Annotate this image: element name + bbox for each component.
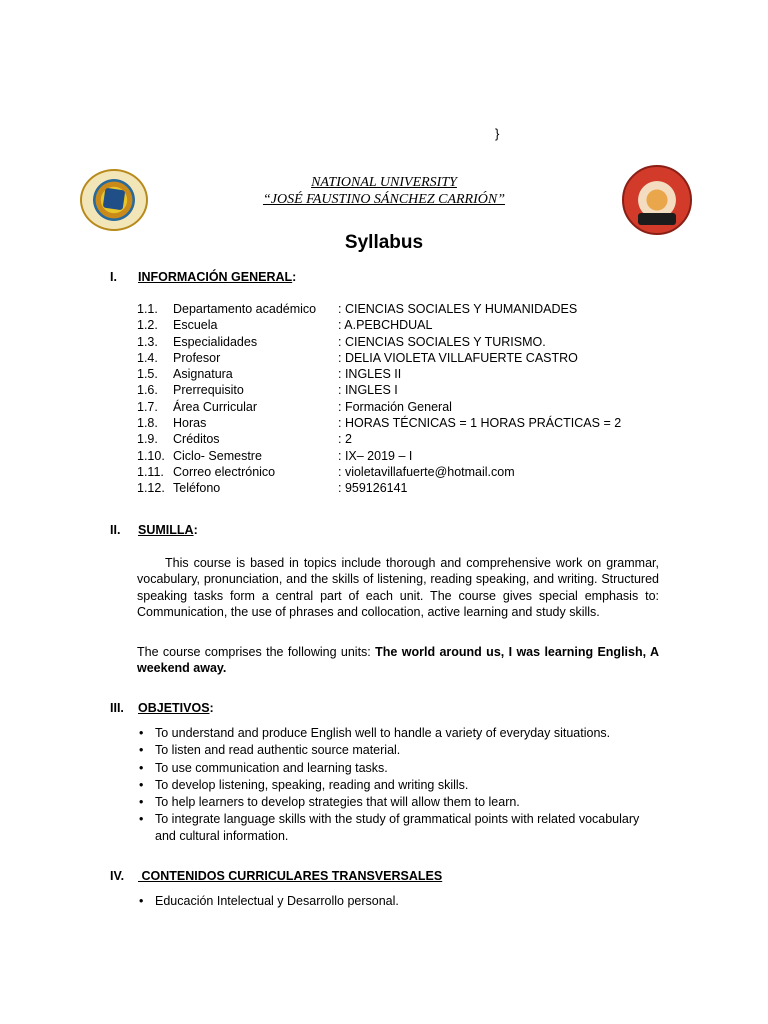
info-row [137, 366, 621, 382]
sumilla-paragraph: This course is based in topics include thorough and comprehensive work on grammar, vocabulary, pronunciation, and the skills of listening, reading speaking, and writing. Structured speaking tasks form a central part of each unit. The course gives special emphasis to: Communication, the use of phrases and collocation, active learning and study skills. [137, 556, 659, 619]
info-value: : INGLES I [338, 383, 398, 398]
content-item: • Educación Intelectual y Desarrollo personal. [139, 894, 399, 908]
info-label: Departamento académico [173, 302, 317, 316]
info-value: : CIENCIAS SOCIALES Y HUMANIDADES [338, 302, 578, 316]
section-number: I. [110, 270, 117, 284]
bullet-icon: • [139, 894, 144, 908]
section-heading-3: III. OBJETIVOS: [110, 701, 214, 715]
objective-item: • To use communication and learning tasks. [139, 760, 388, 775]
info-row [137, 334, 621, 350]
info-number: 1.4. [137, 350, 158, 365]
info-value: : 959126141 [338, 481, 408, 496]
info-row [137, 301, 621, 317]
info-label: Especialidades [173, 334, 258, 349]
section-number: III. [110, 701, 124, 715]
info-value: : Formación General [338, 399, 452, 414]
info-label: Área Curricular [173, 399, 258, 414]
section-number: IV. [110, 869, 125, 883]
info-value: : violetavillafuerte@hotmail.com [338, 464, 515, 479]
objective-item: • To help learners to develop strategies that will allow them to learn. [139, 795, 520, 810]
info-value: : IX– 2019 – I [338, 448, 413, 463]
section-number: II. [110, 523, 121, 537]
info-row [137, 415, 621, 431]
stray-character: } [495, 126, 500, 141]
university-name: NATIONAL UNIVERSITY [311, 175, 457, 190]
info-number: 1.1. [137, 302, 158, 316]
info-label: Créditos [173, 432, 220, 447]
objective-item: • To understand and produce English well to handle a variety of everyday situations. [139, 726, 611, 740]
info-row [137, 431, 621, 447]
info-number: 1.6. [137, 383, 158, 398]
info-value: : CIENCIAS SOCIALES Y TURISMO. [338, 334, 546, 349]
bullet-icon: • [139, 777, 144, 792]
info-label: Correo electrónico [173, 464, 276, 479]
bullet-icon: • [139, 726, 144, 740]
section-title: CONTENIDOS CURRICULARES TRANSVERSALES [138, 869, 443, 883]
info-number: 1.10. [137, 448, 165, 463]
info-value: : DELIA VIOLETA VILLAFUERTE CASTRO [338, 350, 578, 365]
section-heading-4 [110, 869, 442, 883]
bullet-icon: • [139, 760, 144, 775]
info-value: : HORAS TÉCNICAS = 1 HORAS PRÁCTICAS = 2 [338, 416, 622, 431]
general-info-list [137, 301, 621, 497]
info-number: 1.8. [137, 416, 158, 431]
info-row [137, 350, 621, 366]
info-number: 1.11. [137, 464, 164, 479]
info-value: : 2 [338, 432, 352, 447]
units-paragraph: The course comprises the following units: The world around us, I was learning English, A weekend away. [137, 645, 660, 676]
info-row [137, 480, 621, 496]
objective-item: • To integrate language skills with the study of grammatical points with related vocabulary and cultural information. [139, 812, 640, 843]
info-label: Prerrequisito [173, 383, 244, 398]
info-label: Profesor [173, 350, 221, 365]
section-heading-1: I. INFORMACIÓN GENERAL: [110, 270, 297, 284]
info-row [137, 448, 621, 464]
info-number: 1.7. [137, 399, 158, 414]
units-list: The world around us, I was learning English, A weekend away. [137, 645, 660, 676]
bullet-icon: • [139, 795, 144, 810]
document-title: Syllabus [344, 232, 424, 253]
transversal-contents-list [137, 893, 659, 909]
section-title: SUMILLA [138, 523, 194, 537]
section-title: INFORMACIÓN GENERAL [138, 270, 293, 284]
info-row [137, 382, 621, 398]
section-heading-2: II. SUMILLA: [110, 523, 198, 537]
bullet-icon: • [139, 812, 144, 827]
objective-item: • To listen and read authentic source material. [139, 743, 401, 758]
info-number: 1.9. [137, 432, 158, 447]
objectives-list [137, 725, 659, 845]
info-number: 1.3. [137, 334, 158, 349]
objective-item: • To develop listening, speaking, reading and writing skills. [139, 777, 469, 792]
info-label: Escuela [173, 318, 218, 333]
info-label: Ciclo- Semestre [173, 448, 262, 463]
info-row [137, 399, 621, 415]
info-number: 1.12. [137, 481, 165, 496]
info-value: : INGLES II [338, 367, 402, 382]
info-label: Asignatura [173, 367, 233, 382]
bullet-icon: • [139, 743, 144, 758]
section-title: OBJETIVOS [138, 701, 210, 715]
info-number: 1.5. [137, 367, 158, 382]
info-value: : A.PEBCHDUAL [338, 318, 433, 333]
info-label: Teléfono [173, 481, 221, 496]
info-row [137, 317, 621, 333]
university-subtitle: “JOSÉ FAUSTINO SÁNCHEZ CARRIÓN” [262, 192, 506, 207]
info-number: 1.2. [137, 318, 158, 333]
info-label: Horas [173, 416, 207, 431]
info-row [137, 464, 621, 480]
